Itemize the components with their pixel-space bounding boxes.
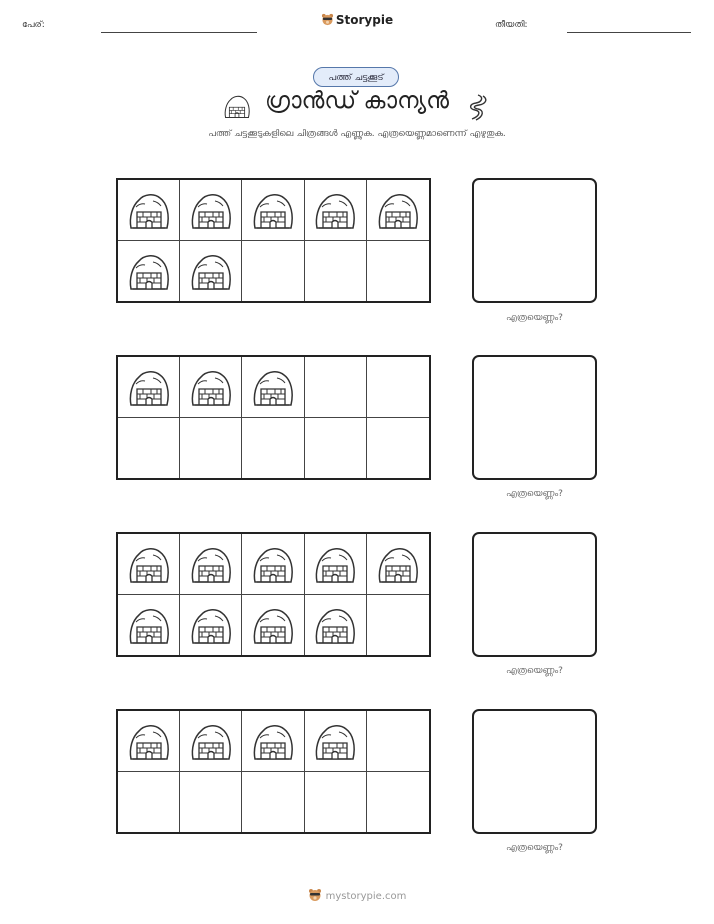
frame-cell [118, 418, 180, 479]
how-many-label-3: എത്രയെണ്ണം? [506, 666, 563, 676]
how-many-label-1: എത്രയെണ്ണം? [506, 313, 563, 323]
canyon-rock-icon [189, 249, 233, 293]
frame-cell [367, 534, 429, 595]
footer-url[interactable]: mystorypie.com [325, 891, 407, 902]
canyon-rock-icon [251, 188, 295, 232]
frame-cell [305, 711, 367, 772]
frame-cell [242, 418, 304, 479]
frame-cell [242, 595, 304, 656]
canyon-rock-icon [251, 719, 295, 763]
brand-name: Storypie [335, 13, 394, 27]
frame-cell [305, 357, 367, 418]
canyon-rock-icon [313, 603, 357, 647]
canyon-rock-icon [189, 365, 233, 409]
frame-cell [118, 711, 180, 772]
canyon-rock-icon [313, 719, 357, 763]
frame-cell [367, 772, 429, 833]
frame-cell [305, 180, 367, 241]
frame-cell [118, 357, 180, 418]
name-line[interactable] [101, 32, 257, 33]
bear-logo-icon [321, 13, 334, 26]
frame-cell [242, 241, 304, 302]
canyon-rock-icon [313, 188, 357, 232]
canyon-rock-icon [251, 365, 295, 409]
canyon-rock-icon [127, 249, 171, 293]
frame-cell [367, 357, 429, 418]
canyon-rock-icon [376, 188, 420, 232]
ten-frame-1 [116, 178, 431, 303]
canyon-rock-icon [313, 542, 357, 586]
frame-cell [367, 241, 429, 302]
footer [0, 888, 714, 902]
canyon-rock-icon [251, 603, 295, 647]
frame-cell [367, 418, 429, 479]
frame-cell [118, 534, 180, 595]
frame-cell [118, 241, 180, 302]
answer-box-3[interactable] [472, 532, 597, 657]
frame-cell [180, 357, 242, 418]
canyon-rock-icon [189, 603, 233, 647]
how-many-label-4: എത്രയെണ്ണം? [506, 843, 563, 853]
canyon-rock-icon [127, 719, 171, 763]
worksheet-type-badge: പത്ത് ചട്ടക്കൂട് [313, 67, 399, 87]
frame-cell [118, 595, 180, 656]
frame-cell [242, 357, 304, 418]
frame-cell [305, 772, 367, 833]
frame-cell [242, 772, 304, 833]
answer-box-4[interactable] [472, 709, 597, 834]
brand [0, 13, 714, 27]
frame-cell [242, 180, 304, 241]
canyon-rock-icon [189, 719, 233, 763]
title-wrap [0, 88, 714, 114]
answer-box-1[interactable] [472, 178, 597, 303]
frame-cell [180, 241, 242, 302]
frame-cell [367, 595, 429, 656]
frame-cell [180, 711, 242, 772]
answer-box-2[interactable] [472, 355, 597, 480]
ten-frame-2 [116, 355, 431, 480]
frame-cell [180, 772, 242, 833]
canyon-rock-icon [127, 603, 171, 647]
date-line[interactable] [567, 32, 691, 33]
frame-cell [180, 534, 242, 595]
frame-cell [180, 180, 242, 241]
canyon-rock-icon [189, 188, 233, 232]
page-title: ഗ്രാൻഡ് കാന്യൻ [265, 88, 449, 114]
canyon-rock-icon [251, 542, 295, 586]
name-label: പേര്: [22, 20, 45, 30]
frame-cell [305, 418, 367, 479]
frame-cell [242, 534, 304, 595]
canyon-rock-icon [189, 542, 233, 586]
how-many-label-2: എത്രയെണ്ണം? [506, 489, 563, 499]
canyon-rock-icon [127, 188, 171, 232]
frame-cell [367, 180, 429, 241]
canyon-rock-icon [376, 542, 420, 586]
canyon-rock-icon [127, 542, 171, 586]
frame-cell [367, 711, 429, 772]
instruction-text: പത്ത് ചട്ടക്കൂടുകളിലെ ചിത്രങ്ങൾ എണ്ണുക. എത്രയെണ്ണമാണെന്ന് എഴുതുക. [208, 129, 506, 139]
river-icon [460, 93, 488, 121]
ten-frame-4 [116, 709, 431, 834]
frame-cell [305, 241, 367, 302]
canyon-rock-icon [127, 365, 171, 409]
date-label: തീയതി: [495, 20, 528, 30]
frame-cell [305, 534, 367, 595]
frame-cell [180, 595, 242, 656]
bear-logo-icon [308, 888, 322, 902]
frame-cell [180, 418, 242, 479]
frame-cell [305, 595, 367, 656]
ten-frame-3 [116, 532, 431, 657]
frame-cell [118, 180, 180, 241]
frame-cell [242, 711, 304, 772]
frame-cell [118, 772, 180, 833]
